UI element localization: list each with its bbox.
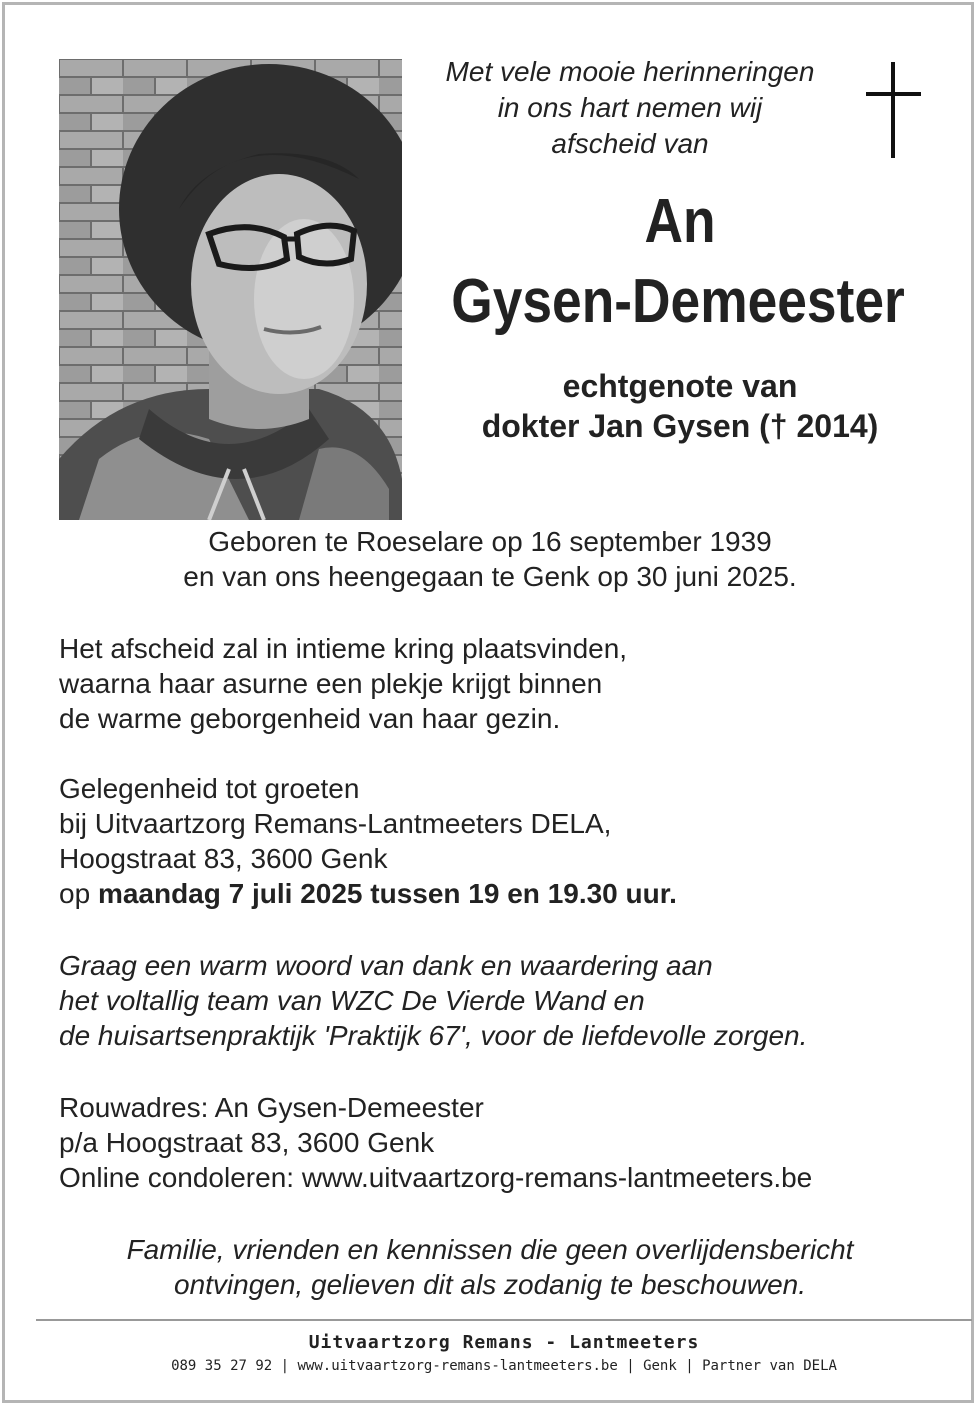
farewell-line: de warme geborgenheid van haar gezin. [59, 703, 561, 734]
footer-divider [36, 1319, 972, 1321]
birth-death-info [59, 524, 921, 594]
intro-line: Met vele mooie herinneringen [445, 56, 815, 87]
visit-line: bij Uitvaartzorg Remans-Lantmeeters DELA, [59, 808, 612, 839]
address-paragraph [59, 1090, 939, 1195]
born-line: Geboren te Roeselare op 16 september 1939 [208, 526, 772, 557]
intro-text [400, 54, 860, 162]
spouse-line: echtgenote van [562, 368, 798, 404]
address-line: Rouwadres: An Gysen-Demeester [59, 1092, 484, 1123]
portrait-photo [59, 59, 402, 520]
thanks-line: het voltallig team van WZC De Vierde Wand en [59, 985, 645, 1016]
intro-line: in ons hart nemen wij [497, 92, 763, 123]
visit-date: maandag 7 juli 2025 tussen 19 en 19.30 uur. [97, 878, 677, 909]
closing-line: Familie, vrienden en kennissen die geen overlijdensbericht [126, 1234, 854, 1265]
visit-line: Gelegenheid tot groeten [59, 773, 360, 804]
closing-note [59, 1232, 921, 1302]
visit-line: Hoogstraat 83, 3600 Genk [59, 843, 388, 874]
visit-when-line [59, 876, 939, 911]
farewell-paragraph [59, 631, 939, 736]
address-line: p/a Hoogstraat 83, 3600 Genk [59, 1127, 435, 1158]
portrait-image [59, 59, 402, 520]
closing-line: ontvingen, gelieven dit als zodanig te beschouwen. [174, 1269, 806, 1300]
footer-title: Uitvaartzorg Remans - Lantmeeters [308, 1332, 700, 1353]
thanks-line: Graag een warm woord van dank en waardering aan [59, 950, 713, 981]
spouse-info [420, 366, 940, 446]
deceased-first-name: An [644, 187, 716, 256]
cross-icon [866, 62, 921, 158]
visitation-paragraph [59, 771, 939, 911]
thanks-line: de huisartsenpraktijk 'Praktijk 67', voor de liefdevolle zorgen. [59, 1020, 808, 1051]
deceased-last-name: Gysen-Demeester [451, 267, 905, 336]
footer-contact: 089 35 27 92 | www.uitvaartzorg-remans-lantmeeters.be | Genk | Partner van DELA [171, 1358, 837, 1374]
born-line: en van ons heengegaan te Genk op 30 juni 2025. [183, 561, 797, 592]
intro-line: afscheid van [551, 128, 709, 159]
farewell-line: waarna haar asurne een plekje krijgt binnen [59, 668, 603, 699]
address-line: Online condoleren: www.uitvaartzorg-remans-lantmeeters.be [59, 1162, 813, 1193]
visit-prefix: op [59, 878, 98, 909]
farewell-line: Het afscheid zal in intieme kring plaatsvinden, [59, 633, 628, 664]
thanks-paragraph [59, 948, 939, 1053]
spouse-line: dokter Jan Gysen († 2014) [481, 408, 879, 444]
